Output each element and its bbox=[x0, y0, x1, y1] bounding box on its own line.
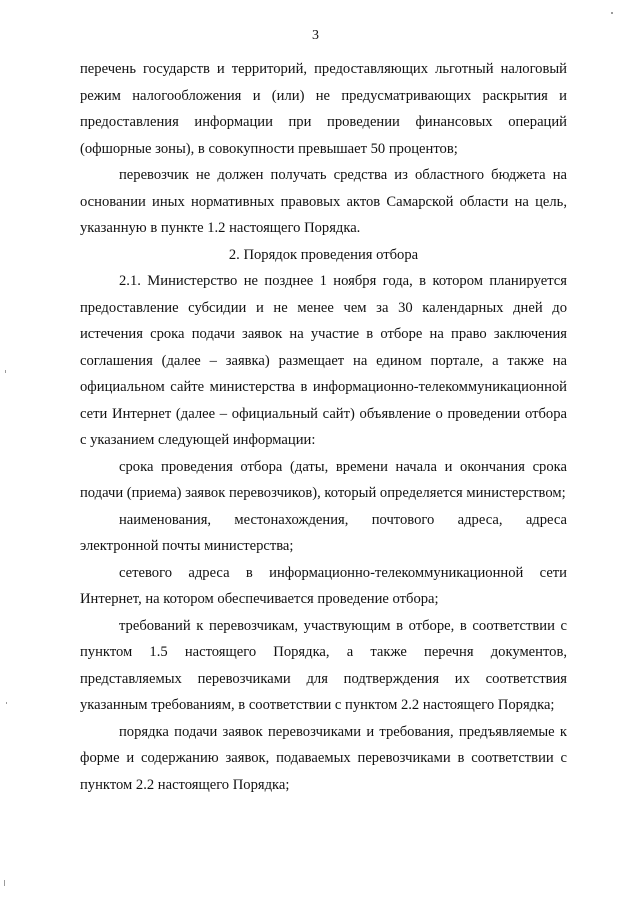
paragraph-application-procedure: порядка подачи заявок перевозчиками и требования, предъявляемые к форме и содержанию заявок, подаваемых перевозчиками в соответствии с пунктом 2.2 настоящего Порядка; bbox=[80, 723, 567, 793]
section-heading: 2. Порядок проведения отбора bbox=[228, 246, 419, 263]
paragraph-no-regional-funds: перевозчик не должен получать средства из областного бюджета на основании иных нормативных правовых актов Самарской области на цель, указанную в пункте 1.2 настоящего Порядка. bbox=[80, 167, 567, 236]
document-body bbox=[80, 56, 567, 798]
paragraph-2-1-announcement: 2.1. Министерство не позднее 1 ноября года, в котором планируется предоставление субсидии и не менее чем за 30 календарных дней до истечения срока подачи заявок на участие в отборе на право заключения соглашения (далее – заявка) размещает на едином портале, а также на официальном сайте министерства в информационно-телекоммуникационной сети Интернет (далее – официальный сайт) объявление о проведении отбора с указанием следующей информации: bbox=[80, 273, 567, 448]
paragraph-offshore-criteria: перечень государств и территорий, предоставляющих льготный налоговый режим налогообложения и (или) не предусматривающих раскрытия и предоставления информации при проведении финансовых операций (офшорные зоны), в совокупности превышает 50 процентов; bbox=[80, 61, 567, 157]
scan-artifact bbox=[4, 880, 5, 886]
scan-artifact bbox=[6, 702, 7, 704]
scan-artifact bbox=[5, 370, 6, 373]
scan-artifact bbox=[611, 12, 613, 14]
page-number: 3 bbox=[312, 28, 319, 43]
paragraph-carrier-requirements: требований к перевозчикам, участвующим в отборе, в соответствии с пунктом 1.5 настоящего Порядка, а также перечня документов, представляемых перевозчиками для подтверждения их соответствия указанным требованиям, в соответствии с пунктом 2.2 настоящего Порядка; bbox=[80, 617, 567, 713]
paragraph-ministry-contacts: наименования, местонахождения, почтового адреса, адреса электронной почты министерства; bbox=[80, 511, 567, 554]
paragraph-selection-period: срока проведения отбора (даты, времени начала и окончания срока подачи (приема) заявок перевозчиков), который определяется министерством; bbox=[80, 458, 567, 501]
paragraph-network-address: сетевого адреса в информационно-телекоммуникационной сети Интернет, на котором обеспечивается проведение отбора; bbox=[80, 564, 567, 607]
